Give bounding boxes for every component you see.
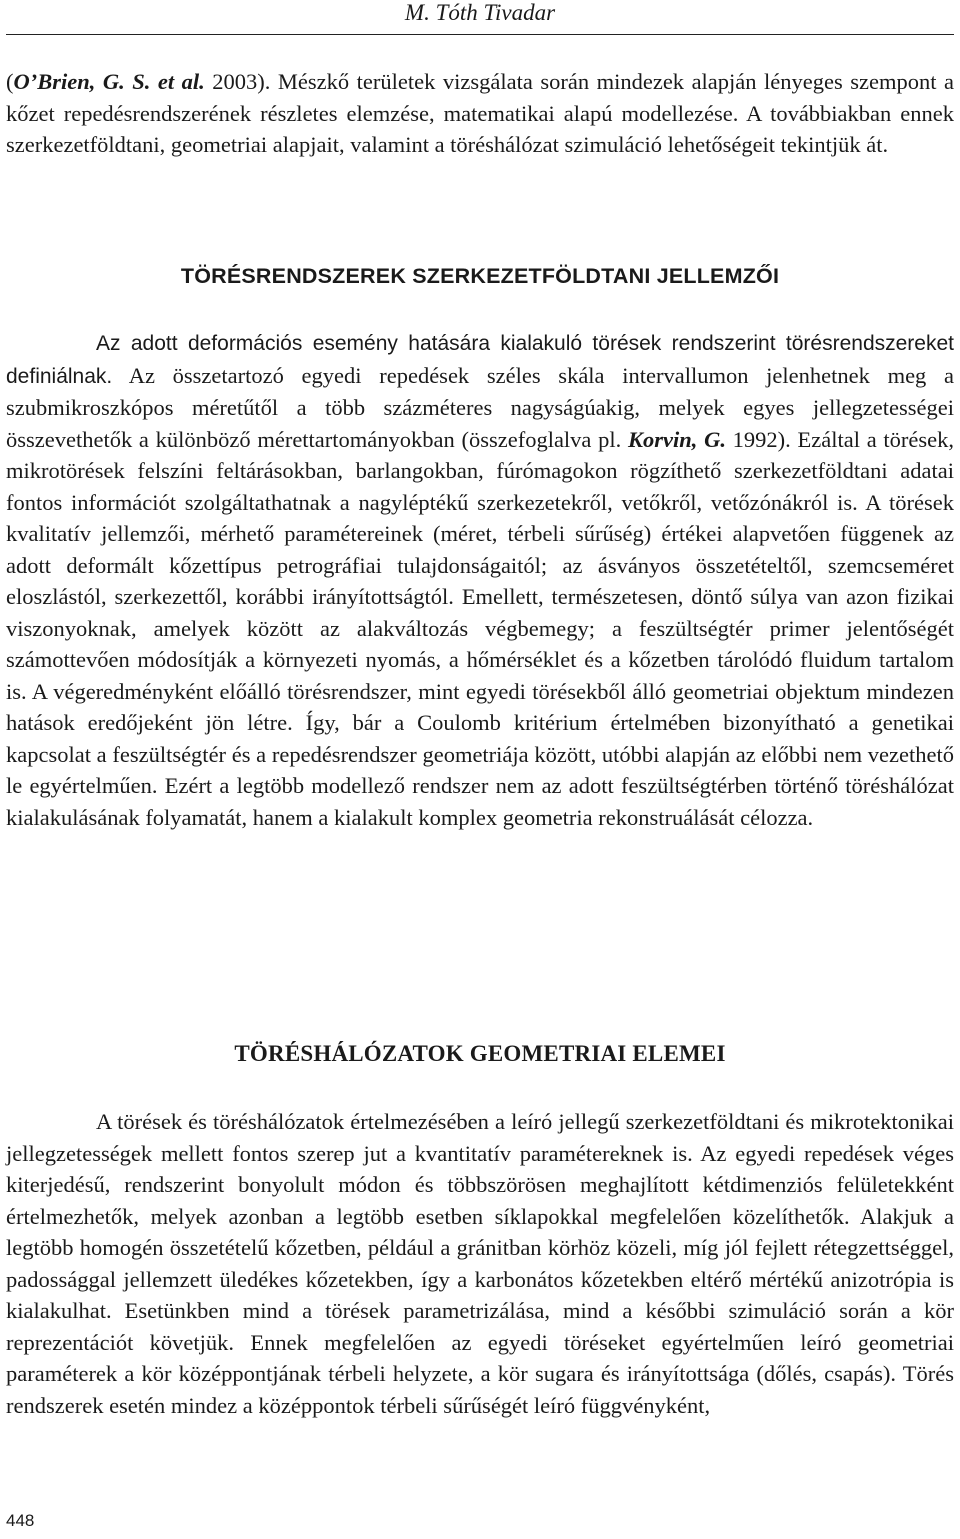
section1-text-a: Az összetartozó egyedi repedések széles skála intervallumon jelenhetnek meg a szubmikroszkópos méretűtől a több százméteres nagyságúakig, melyek egyes jellegzetességei összevethetők a különböző mérettartományokban (összefoglalva pl. — [6, 362, 954, 452]
section2-text: A törések és töréshálózatok értelmezésében a leíró jellegű szerkezetföldtani és mikrotektonikai jellegzetességek mellett fontos szerep jut a kvantitatív paramétereknek is. Az egyedi repedések véges kiterjedésű, rendszerint bonyolult módon és többszörösen meghajlított kétdimenziós felületekként értelmezhetők, melyek azonban a legtöbb esetben síklapokkal megfelelően közelíthetők. Alakjuk a legtöbb homogén összetételű kőzetben, például a gránitban körhöz közeli, míg jól fejlett rétegzettséggel, padossággal jellemzett üledékes kőzetekben, így a karbonátos kőzetekben eltérő mértékű anizotrópia is kialakulhat. Esetünkben mind a törések parametrizálása, mind a későbbi szimuláció során a kör reprezentációt követjük. Ennek megfelelően az egyedi töréseket egyértelműen leíró geometriai paraméterek a kör középpontjának térbeli helyzete, a kör sugara és irányítottsága (dőlés, csapás). Törés rendszerek esetén mindez a középpontok térbeli sűrűségét leíró függvényként, — [6, 1109, 954, 1418]
section-heading-töréshálózatok: TÖRÉSHÁLÓZATOK GEOMETRIAI ELEMEI — [234, 1041, 726, 1066]
section1-lead: Az adott deformációs esemény hatására kialakuló törések rendszerint törésrendszereket definiálnak. — [6, 332, 954, 388]
section1-text-b: 1992). Ezáltal a törések, mikrotörések felszíni feltárásokban, barlangokban, fúrómagokon rögzíthető szerkezetföldtani adatai fontos információt szolgáltathatnak a nagyléptékű szerkezetekről, vetőkről, vetőzónákról is. A törések kvalitatív jellemzői, mérhető paramétereinek (méret, térbeli sűrűség) értékei alapvetően függenek az adott deformált kőzettípus petrográfiai tulajdonságaitól; az ásványos összetételtől, szemcseméret eloszlástól, szerkezettől, korábbi irányítottságtól. Emellett, természetesen, döntő súlya van azon fizikai viszonyoknak, amelyek között az alakváltozás végbemegy; a feszültségtér primer jelentőségét számottevően módosítják a környezeti nyomás, a hőmérséklet és a kőzetben tárolódó fluidum tartalom is. A végeredményként előálló törésrendszer, mint egyedi törésekből álló geometriai objektum mindezen hatások eredőjeként jön létre. Így, bár a Coulomb kritérium értelmében bizonyítható a genetikai kapcsolat a feszültségtér és a repedésrendszer geometriája között, utóbbi alapján az előbbi nem vezethető le egyértelműen. Ezért a legtöbb modellező rendszer nem az adott feszültségtérben történő töréshálózat kialakulásának folyamatát, hanem a kialakult komplex geometria rekonstruálását célozza. — [6, 426, 954, 830]
cite-open: ( — [6, 69, 14, 94]
section-heading-torésrendszerek: TÖRÉSRENDSZEREK SZERKEZETFÖLDTANI JELLEMZŐI — [180, 264, 780, 288]
intro-paragraph — [6, 66, 954, 161]
header-rule — [6, 34, 954, 35]
citation-korvin: Korvin, G. — [627, 426, 726, 452]
citation-obrien: O’Brien, G. S. et al. — [13, 69, 205, 94]
page-number: 448 — [6, 1511, 35, 1530]
section2-paragraph — [6, 1106, 954, 1421]
section1-paragraph — [6, 327, 954, 833]
intro-text: 2003). Mészkő területek vizsgálata során mindezek alapján lényeges szempont a kőzet repedésrendszerének részletes elemzése, matematikai alapú modellezése. A továbbiakban ennek szerkezetföldtani, geometriai alapjait, valamint a töréshálózat szimuláció lehetőségeit tekintjük át. — [6, 69, 954, 157]
running-header: M. Tóth Tivadar — [404, 0, 556, 25]
